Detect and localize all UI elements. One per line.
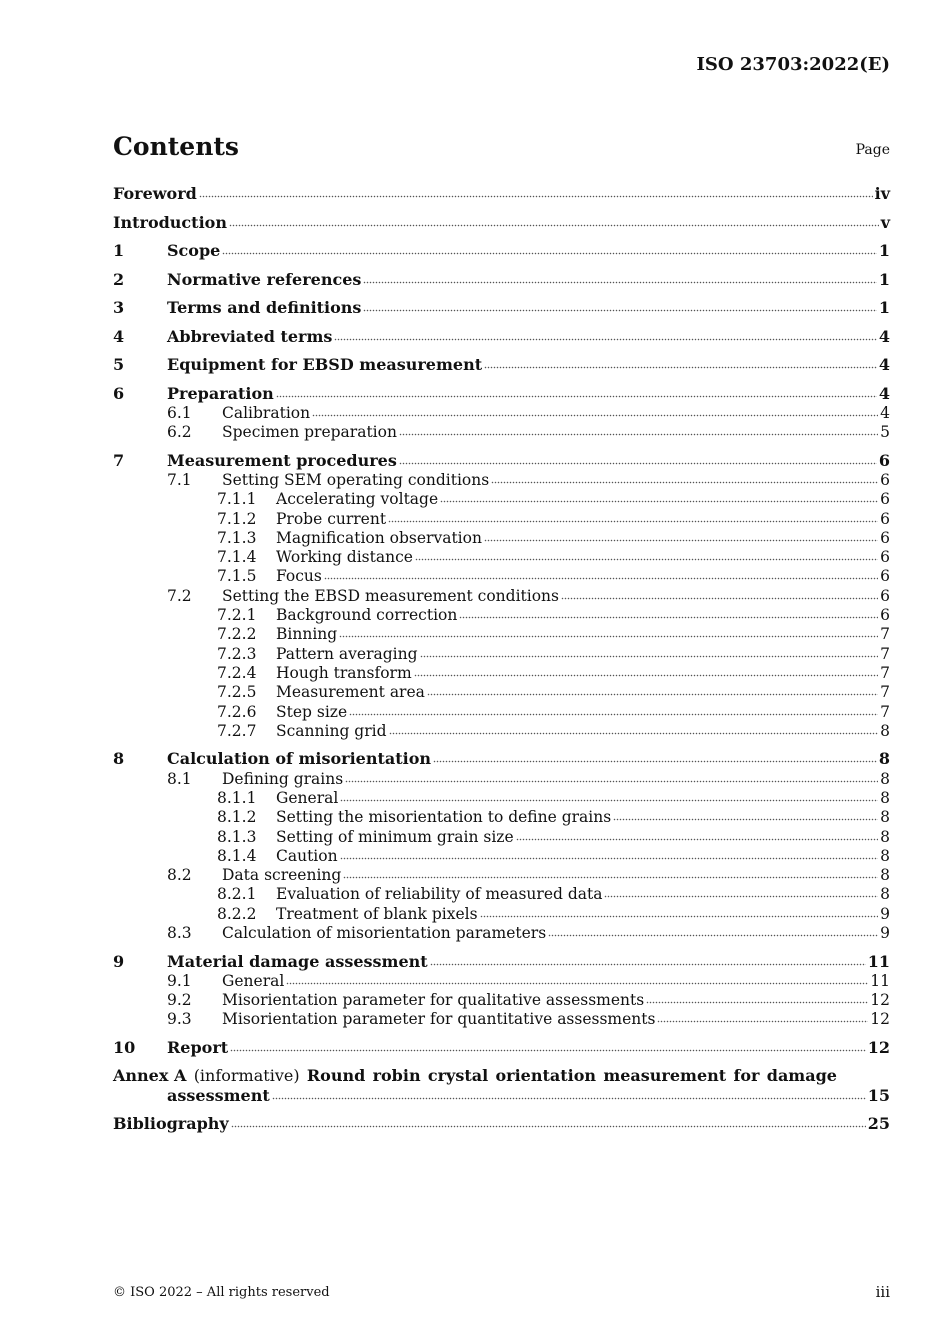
toc-leader xyxy=(389,732,879,736)
toc-entry[interactable] xyxy=(113,241,890,261)
toc-leader xyxy=(646,1001,868,1005)
toc-entry[interactable] xyxy=(113,807,890,827)
toc-entry[interactable] xyxy=(113,384,890,404)
toc-page-number: 4 xyxy=(878,326,890,346)
toc-leader xyxy=(324,577,878,581)
toc-entry-number: 7.1 xyxy=(167,470,192,489)
toc-entry[interactable] xyxy=(113,528,890,548)
toc-entry-title: Setting the EBSD measurement conditions xyxy=(222,586,559,605)
toc-entry-number: 7.2.1 xyxy=(217,606,257,624)
toc-page-number: 8 xyxy=(880,808,890,827)
toc-page-number: 7 xyxy=(880,644,890,663)
toc-entry-number: 4 xyxy=(113,326,125,346)
toc-entry[interactable] xyxy=(113,971,890,991)
annex-word: crystal xyxy=(427,1066,489,1086)
toc-entry-title: Scanning grid xyxy=(276,721,387,740)
toc-entry[interactable] xyxy=(113,923,890,943)
toc-page-number: 7 xyxy=(880,702,890,721)
toc-entry-title: Defining grains xyxy=(222,769,344,788)
toc-leader xyxy=(199,195,873,199)
toc-page-number: 6 xyxy=(880,548,890,567)
toc-entry-number: 7.2.7 xyxy=(217,721,257,740)
toc-page-number: 8 xyxy=(880,769,890,788)
toc-entry-title: Accelerating voltage xyxy=(276,490,439,509)
toc-entry[interactable] xyxy=(113,749,890,769)
toc-entry-number: 7.2.3 xyxy=(217,644,257,663)
toc-entry-title: Binning xyxy=(276,625,338,644)
toc-entry[interactable] xyxy=(113,470,890,490)
toc-leader xyxy=(427,693,878,697)
toc-leader xyxy=(491,481,878,485)
toc-entry[interactable] xyxy=(113,586,890,606)
toc-entry-title: Pattern averaging xyxy=(276,644,418,663)
toc-entry[interactable] xyxy=(113,403,890,423)
toc-leader xyxy=(345,780,878,784)
toc-annex-entry[interactable] xyxy=(113,1086,890,1106)
toc-page-number: 9 xyxy=(880,924,890,942)
toc-entry[interactable] xyxy=(113,624,890,644)
toc-page-number: iv xyxy=(874,184,890,203)
toc-leader xyxy=(231,1125,866,1129)
toc-entry[interactable] xyxy=(113,422,890,442)
toc-entry-title: Hough transform xyxy=(276,663,412,682)
toc-page-number: 8 xyxy=(880,721,890,740)
toc-entry-title: Treatment of blank pixels xyxy=(276,904,478,923)
toc-entry-title: Measurement procedures xyxy=(167,450,397,470)
toc-leader xyxy=(399,433,878,437)
toc-entry[interactable] xyxy=(113,904,890,924)
toc-page-number: 4 xyxy=(878,355,890,374)
toc-entry-number: 7.1.3 xyxy=(217,528,257,547)
toc-entry-number: 8.2.1 xyxy=(217,885,257,904)
toc-entry-number: 7.1.4 xyxy=(217,548,257,567)
toc-entry-title: Calibration xyxy=(222,403,311,422)
toc-entry-title: Setting SEM operating conditions xyxy=(222,470,490,489)
toc-entry-title: Focus xyxy=(276,567,322,586)
toc-page-number: 8 xyxy=(880,885,890,904)
toc-leader xyxy=(561,597,878,601)
toc-entry-number: 8.1.1 xyxy=(217,788,257,807)
toc-entry-number: 8.1 xyxy=(167,769,192,788)
toc-annex-title-line[interactable] xyxy=(113,1066,837,1086)
toc-entry[interactable] xyxy=(113,489,890,509)
toc-entry[interactable] xyxy=(113,298,890,318)
toc-page-number: 8 xyxy=(880,788,890,807)
toc-entry-title: Preparation xyxy=(167,383,274,403)
toc-entry[interactable] xyxy=(113,605,890,625)
toc-entry[interactable] xyxy=(113,846,890,866)
annex-word: robin xyxy=(372,1066,421,1086)
toc-leader xyxy=(480,915,879,919)
toc-entry-title: Measurement area xyxy=(276,683,425,702)
toc-page-number: 1 xyxy=(878,269,890,289)
toc-leader xyxy=(459,616,878,620)
toc-leader xyxy=(339,635,878,639)
toc-entry-number: 7.2.5 xyxy=(217,683,257,702)
toc-page-number: 9 xyxy=(880,904,890,923)
toc-entry-number: 1 xyxy=(113,241,125,260)
toc-leader xyxy=(340,799,878,803)
annex-label: Annex A xyxy=(113,1066,187,1086)
toc-entry[interactable] xyxy=(113,566,890,586)
toc-entry-number: 2 xyxy=(113,269,125,289)
toc-entry-title: Normative references xyxy=(167,269,362,289)
toc-entry[interactable] xyxy=(113,451,890,471)
toc-entry-number: 6.1 xyxy=(167,403,192,422)
toc-entry-number: 8.2 xyxy=(167,866,192,885)
toc-entry-title: Probe current xyxy=(276,509,387,528)
toc-leader xyxy=(340,857,879,861)
toc-entry-number: 8.2.2 xyxy=(217,904,257,923)
toc-page-number: 8 xyxy=(880,866,890,885)
toc-entry[interactable] xyxy=(113,788,890,808)
toc-entry-title: Evaluation of reliability of measured data xyxy=(276,885,603,904)
toc-annex-title: assessment xyxy=(167,1085,270,1105)
toc-leader xyxy=(613,818,878,822)
toc-leader xyxy=(484,539,878,543)
toc-page-number: 7 xyxy=(880,683,890,702)
toc-entry-number: 5 xyxy=(113,355,125,374)
toc-entry[interactable] xyxy=(113,990,890,1010)
toc-page-number: 7 xyxy=(880,663,890,682)
toc-entry-number: 7.2.2 xyxy=(217,625,257,644)
toc-leader xyxy=(363,281,876,285)
toc-entry[interactable] xyxy=(113,682,890,702)
toc-leader xyxy=(516,838,879,842)
toc-leader xyxy=(229,224,879,228)
toc-leader xyxy=(433,760,877,764)
annex-word: Round xyxy=(306,1066,366,1086)
toc-page-number: 4 xyxy=(880,403,890,422)
toc-entry-number: 8.1.3 xyxy=(217,827,257,846)
toc-entry-title: General xyxy=(222,971,285,990)
toc-page-number: 12 xyxy=(867,1037,890,1057)
toc-entry-number: 7 xyxy=(113,450,125,470)
copyright-notice: © ISO 2022 – All rights reserved xyxy=(113,1285,330,1300)
toc-leader xyxy=(343,876,878,880)
toc-entry[interactable] xyxy=(113,1009,890,1029)
toc-entry-title: Material damage assessment xyxy=(167,951,428,971)
annex-word: damage xyxy=(766,1066,837,1086)
toc-page-number: 6 xyxy=(880,586,890,605)
toc-page-number: 1 xyxy=(878,298,890,317)
toc-page-number: 15 xyxy=(867,1085,890,1105)
toc-bibliography-title: Bibliography xyxy=(113,1114,229,1134)
toc-page-number: 8 xyxy=(880,827,890,846)
toc-entry-title: Introduction xyxy=(113,212,227,232)
toc-leader xyxy=(420,655,879,659)
toc-leader xyxy=(388,520,878,524)
toc-page-number: 6 xyxy=(880,470,890,489)
toc-entry-number: 7.1.5 xyxy=(217,567,257,586)
toc-entry[interactable] xyxy=(113,509,890,529)
toc-page-number: 25 xyxy=(867,1114,890,1134)
toc-entry-title: Report xyxy=(167,1037,229,1057)
toc-entry[interactable] xyxy=(113,865,890,885)
toc-page-number: 12 xyxy=(870,1010,890,1029)
toc-entry-title: Misorientation parameter for quantitative assessments xyxy=(222,1010,656,1029)
toc-leader xyxy=(230,1049,866,1053)
toc-entry[interactable] xyxy=(113,184,890,204)
toc-page-number: 11 xyxy=(870,971,890,990)
toc-entry-number: 8 xyxy=(113,749,125,769)
toc-entry[interactable] xyxy=(113,952,890,972)
toc-entry-title: Calculation of misorientation xyxy=(167,749,432,769)
toc-entry[interactable] xyxy=(113,547,890,567)
toc-page-number: 6 xyxy=(880,528,890,547)
toc-entry[interactable] xyxy=(113,355,890,375)
toc-leader xyxy=(276,395,877,399)
toc-entry[interactable] xyxy=(113,827,890,847)
toc-entry-title: Foreword xyxy=(113,184,197,203)
toc-page-number: 11 xyxy=(867,951,890,971)
toc-entry-number: 9 xyxy=(113,951,125,971)
annex-word: measurement xyxy=(603,1066,727,1086)
toc-page-number: 12 xyxy=(870,991,890,1010)
toc-entry[interactable] xyxy=(113,270,890,290)
toc-page-number: 4 xyxy=(878,383,890,403)
toc-leader xyxy=(484,366,877,370)
toc-entry-title: Setting of minimum grain size xyxy=(276,827,514,846)
page-title: Contents xyxy=(113,132,240,161)
toc-entry-title: Data screening xyxy=(222,866,342,885)
toc-entry-number: 7.2 xyxy=(167,586,192,605)
toc-entry-number: 10 xyxy=(113,1037,136,1057)
toc-page-number: 5 xyxy=(880,423,890,442)
toc-entry-number: 7.2.4 xyxy=(217,663,257,682)
toc-entry-number: 6 xyxy=(113,383,125,403)
toc-leader xyxy=(286,982,868,986)
toc-entry-title: Calculation of misorientation parameters xyxy=(222,924,547,942)
toc-entry-title: Scope xyxy=(167,241,221,260)
toc-entry-title: Abbreviated terms xyxy=(167,326,333,346)
toc-bibliography-entry[interactable] xyxy=(113,1114,890,1134)
toc-page-number: v xyxy=(880,212,890,232)
toc-entry[interactable] xyxy=(113,884,890,904)
toc-entry[interactable] xyxy=(113,702,890,722)
toc-leader xyxy=(272,1097,866,1101)
toc-page-number: 6 xyxy=(878,450,890,470)
toc-entry-number: 7.2.6 xyxy=(217,702,257,721)
toc-entry-title: Caution xyxy=(276,846,338,865)
toc-page-number: 6 xyxy=(880,509,890,528)
toc-entry-number: 6.2 xyxy=(167,423,192,442)
toc-page-number: 8 xyxy=(878,749,890,769)
toc-page-number: 6 xyxy=(880,606,890,624)
toc-entry-number: 7.1.2 xyxy=(217,509,257,528)
toc-entry-title: Terms and definitions xyxy=(167,298,362,317)
page-column-label: Page xyxy=(855,142,890,158)
toc-entry[interactable] xyxy=(113,663,890,683)
toc-entry-title: Equipment for EBSD measurement xyxy=(167,355,483,374)
toc-entry-title: Setting the misorientation to define grains xyxy=(276,808,612,827)
annex-informative: (informative) xyxy=(193,1066,300,1086)
toc-entry[interactable] xyxy=(113,1038,890,1058)
toc-entry-number: 8.1.4 xyxy=(217,846,257,865)
toc-leader xyxy=(415,558,878,562)
page-number: iii xyxy=(875,1283,890,1301)
toc-leader xyxy=(363,309,876,313)
toc-entry[interactable] xyxy=(113,721,890,741)
toc-leader xyxy=(222,252,877,256)
toc-entry-title: Misorientation parameter for qualitative assessments xyxy=(222,991,645,1010)
toc-leader xyxy=(430,963,866,967)
toc-entry-number: 9.2 xyxy=(167,991,192,1010)
toc-page-number: 1 xyxy=(878,241,890,260)
toc-entry-number: 9.3 xyxy=(167,1010,192,1029)
toc-entry-title: Working distance xyxy=(276,548,413,567)
toc-entry[interactable] xyxy=(113,327,890,347)
toc-leader xyxy=(312,414,878,418)
toc-page-number: 6 xyxy=(880,490,890,509)
toc-entry-number: 7.1.1 xyxy=(217,490,257,509)
toc-page-number: 7 xyxy=(880,625,890,644)
toc-leader xyxy=(399,462,877,466)
toc-entry-number: 8.3 xyxy=(167,924,192,942)
toc-leader xyxy=(548,934,878,938)
toc-entry[interactable] xyxy=(113,769,890,789)
toc-entry-number: 8.1.2 xyxy=(217,808,257,827)
toc-entry-number: 3 xyxy=(113,298,125,317)
toc-entry-title: Background correction xyxy=(276,606,458,624)
toc-entry[interactable] xyxy=(113,644,890,664)
annex-word: for xyxy=(733,1066,760,1086)
toc-page-number: 8 xyxy=(880,846,890,865)
toc-leader xyxy=(604,895,878,899)
document-id: ISO 23703:2022(E) xyxy=(696,54,890,75)
toc-leader xyxy=(657,1020,868,1024)
toc-entry-title: General xyxy=(276,788,339,807)
toc-leader xyxy=(440,500,878,504)
toc-entry-number: 9.1 xyxy=(167,971,192,990)
toc-entry-title: Specimen preparation xyxy=(222,423,397,442)
toc-page-number: 6 xyxy=(880,567,890,586)
toc-entry[interactable] xyxy=(113,213,890,233)
toc-leader xyxy=(414,674,878,678)
toc-entry-title: Magnification observation xyxy=(276,528,482,547)
toc-leader xyxy=(334,338,876,342)
toc-leader xyxy=(349,713,878,717)
annex-word: orientation xyxy=(495,1066,597,1086)
toc-entry-title: Step size xyxy=(276,702,348,721)
